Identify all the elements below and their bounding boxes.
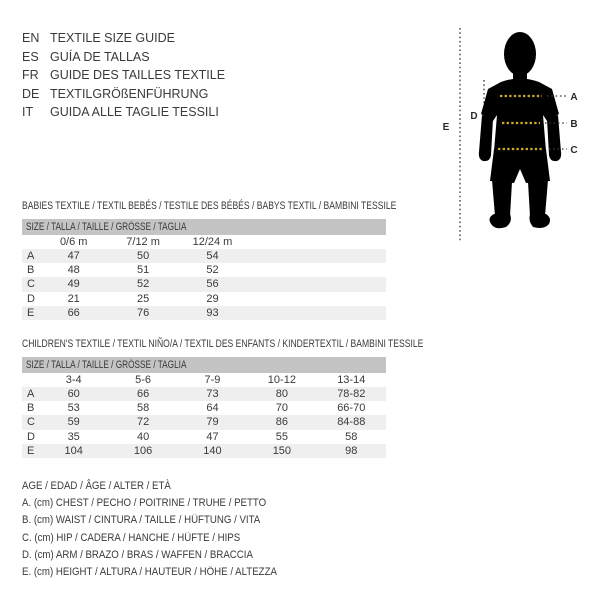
children-size-columns: [22, 373, 386, 387]
size-value: 59: [67, 416, 80, 429]
size-value: 72: [136, 416, 150, 429]
language-row: [22, 29, 225, 48]
measurement-legend: [22, 478, 312, 581]
size-column-header: 3-4: [65, 374, 82, 386]
language-row: [22, 48, 225, 67]
children-size-table: [22, 338, 424, 458]
legend-line: [22, 495, 312, 512]
size-value: 48: [67, 264, 80, 277]
size-value: 66: [136, 388, 150, 401]
size-value: 21: [67, 292, 80, 305]
size-value: 73: [206, 388, 219, 401]
children-table-body: [22, 387, 386, 458]
size-value: 104: [64, 444, 83, 457]
size-value: 51: [136, 264, 150, 277]
language-row: [22, 103, 225, 122]
babies-table-title: BABIES TEXTILE / TEXTIL BEBÉS / TESTILE DES BÉBÉS / BABYS TEXTIL / BAMBINI TESSILE: [22, 200, 397, 212]
size-value: 25: [136, 292, 150, 305]
legend-text: A. (cm) CHEST / PECHO / POITRINE / TRUHE / PETTO: [22, 497, 267, 510]
babies-size-columns: [22, 235, 386, 249]
language-guide-title: GUIDE DES TAILLES TEXTILE: [50, 68, 226, 83]
legend-line: [22, 530, 312, 547]
size-value: 106: [133, 444, 153, 457]
row-measure-label: E: [27, 444, 35, 457]
table-row: [22, 277, 386, 291]
child-figure: [428, 18, 600, 246]
legend-text: B. (cm) WAIST / CINTURA / TAILLE / HÜFTUNG / VITA: [22, 514, 261, 527]
size-column-header: 7-9: [204, 374, 221, 386]
size-value: 80: [275, 388, 288, 401]
table-row: [22, 444, 386, 458]
row-measure-label: C: [27, 278, 35, 291]
size-value: 50: [136, 250, 150, 263]
size-value: 150: [272, 444, 292, 457]
language-guide-title: TEXTILGRÖßENFÜHRUNG: [50, 86, 209, 101]
size-column-header: 7/12 m: [126, 236, 160, 248]
children-table-title: CHILDREN'S TEXTILE / TEXTIL NIÑO/A / TEXTIL DES ENFANTS / KINDERTEXTIL / BAMBINI TESSILE: [22, 338, 424, 350]
size-value: 35: [67, 430, 80, 443]
legend-line: [22, 564, 312, 581]
size-value: 64: [206, 402, 219, 415]
size-column-header: 10-12: [267, 374, 296, 386]
language-guide-title: GUIDA ALLE TAGLIE TESSILI: [50, 105, 219, 120]
language-code: IT: [22, 105, 34, 120]
size-value: 40: [136, 430, 150, 443]
hip-label: C: [570, 145, 578, 156]
table-row: [22, 401, 386, 415]
babies-size-table: [22, 200, 397, 320]
size-value: 47: [67, 250, 80, 263]
language-code: FR: [22, 68, 39, 83]
size-column-header: 12/24 m: [192, 236, 233, 248]
size-value: 66-70: [337, 402, 366, 415]
child-silhouette-icon: [479, 32, 561, 228]
legend-line: [22, 547, 312, 564]
arm-label: D: [470, 111, 478, 122]
row-measure-label: D: [27, 292, 35, 305]
language-guide-title: TEXTILE SIZE GUIDE: [50, 31, 176, 45]
size-value: 140: [203, 444, 222, 457]
size-value: 66: [67, 306, 80, 319]
row-measure-label: D: [27, 430, 35, 443]
babies-table-header-bar: SIZE / TALLA / TAILLE / GRÖSSE / TAGLIA: [22, 219, 386, 235]
size-column-header: 13-14: [337, 374, 366, 386]
row-measure-label: C: [27, 416, 35, 429]
size-value: 53: [67, 402, 80, 415]
waist-label: B: [570, 119, 578, 130]
babies-table-body: [22, 249, 386, 320]
language-code: ES: [22, 49, 39, 64]
size-value: 76: [136, 306, 150, 319]
size-column-header: 5-6: [135, 374, 152, 386]
chest-label: A: [570, 92, 578, 103]
legend-text: E. (cm) HEIGHT / ALTURA / HAUTEUR / HÖHE / ALTEZZA: [22, 565, 277, 578]
legend-line: [22, 512, 312, 529]
size-value: 29: [206, 292, 219, 305]
size-value: 98: [345, 444, 358, 457]
height-label: E: [442, 122, 450, 133]
table-row: [22, 292, 386, 306]
legend-text: D. (cm) ARM / BRAZO / BRAS / WAFFEN / BRACCIA: [22, 548, 253, 561]
size-value: 55: [275, 430, 288, 443]
size-value: 84-88: [337, 416, 366, 429]
row-measure-label: E: [27, 306, 35, 319]
size-value: 52: [206, 264, 219, 277]
table-row: [22, 430, 386, 444]
legend-text: AGE / EDAD / ÂGE / ALTER / ETÀ: [22, 480, 171, 492]
size-value: 86: [275, 416, 288, 429]
row-measure-label: A: [27, 388, 35, 401]
size-value: 70: [275, 402, 288, 415]
size-value: 58: [136, 402, 150, 415]
size-value: 47: [206, 430, 219, 443]
language-row: [22, 66, 225, 85]
size-value: 56: [206, 278, 219, 291]
size-value: 60: [67, 388, 80, 401]
table-row: [22, 415, 386, 429]
language-guide-title: GUÍA DE TALLAS: [50, 49, 150, 64]
row-measure-label: A: [27, 250, 35, 263]
legend-text: C. (cm) HIP / CADERA / HANCHE / HÜFTE / HIPS: [22, 531, 241, 544]
row-measure-label: B: [27, 264, 35, 277]
size-value: 49: [67, 278, 80, 291]
table-row: [22, 249, 386, 263]
language-code: DE: [22, 86, 40, 101]
language-code: EN: [22, 31, 40, 45]
size-value: 93: [206, 306, 219, 319]
table-row: [22, 387, 386, 401]
size-value: 52: [136, 278, 150, 291]
size-value: 54: [206, 250, 219, 263]
table-row: [22, 263, 386, 277]
legend-line: [22, 478, 312, 495]
size-value: 78-82: [337, 388, 366, 401]
size-value: 58: [345, 430, 358, 443]
table-row: [22, 306, 386, 320]
language-list: [22, 29, 225, 122]
language-row: [22, 85, 225, 104]
size-column-header: 0/6 m: [59, 236, 88, 248]
children-table-header-bar: SIZE / TALLA / TAILLE / GRÖSSE / TAGLIA: [22, 357, 386, 373]
row-measure-label: B: [27, 402, 35, 415]
size-value: 79: [206, 416, 219, 429]
